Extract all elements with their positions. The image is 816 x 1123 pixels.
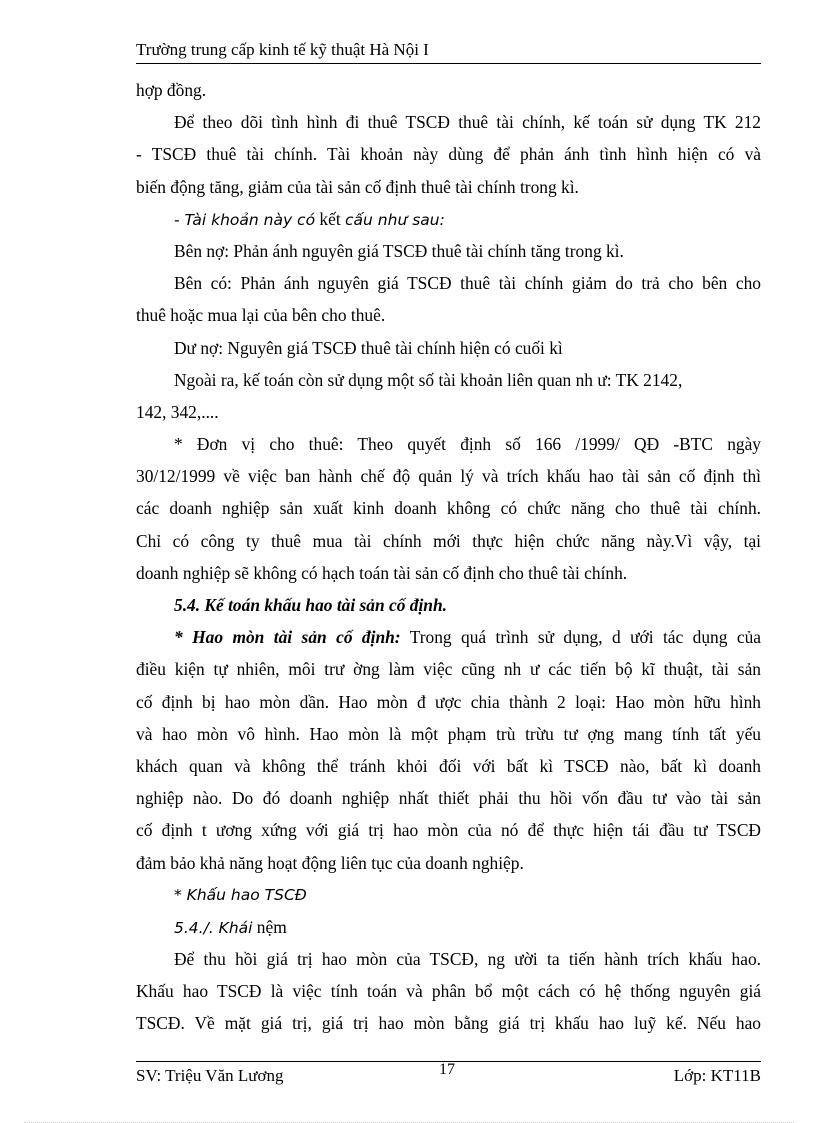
text-line: nghiệp nào. Do đó doanh nghiệp nhất thiết phải thu hồi vốn đầu tư vào tài sản <box>136 788 761 809</box>
italic-text: cấu như sau: <box>345 210 445 229</box>
section-heading: 5.4. Kế toán khấu hao tài sản cố định. <box>174 595 448 615</box>
text-line: Chỉ có công ty thuê mua tài chính mới thực hiện chức năng này.Vì vậy, tại <box>136 530 761 551</box>
text-line: doanh nghiệp sẽ không có hạch toán tài sản cố định cho thuê tài chính. <box>136 562 628 583</box>
student-name: SV: Triệu Văn Lương <box>136 1066 284 1085</box>
text-line <box>136 911 761 943</box>
text-line: 142, 342,.... <box>136 401 219 422</box>
text-line: cố định bị hao mòn dần. Hao mòn đ ược chia thành 2 loại: Hao mòn hữu hình <box>136 691 761 712</box>
text-line: biến động tăng, giảm của tài sản cố định thuê tài chính trong kì. <box>136 176 579 197</box>
text-line: các doanh nghiệp sản xuất kinh doanh không có chức năng cho thuê tài chính. <box>136 498 761 519</box>
page-header: Trường trung cấp kinh tế kỹ thuật Hà Nội I <box>136 40 429 59</box>
text-line: Dư nợ: Nguyên giá TSCĐ thuê tài chính hiện có cuối kì <box>174 337 563 358</box>
text-line <box>136 621 761 653</box>
italic-text: * Khấu hao TSCĐ <box>174 885 307 904</box>
text-line: TSCĐ. Về mặt giá trị, giá trị hao mòn bằng giá trị khấu hao luỹ kế. Nếu hao <box>136 1013 761 1034</box>
text-line: hợp đồng. <box>136 80 207 100</box>
page-number: 17 <box>439 1061 455 1078</box>
text-line: điều kiện tự nhiên, môi trư ờng làm việc cũng nh ư các tiến bộ kĩ thuật, tài sản <box>136 659 761 680</box>
text-line: đảm bảo khả năng hoạt động liên tục của doanh nghiệp. <box>136 852 524 873</box>
text-line: Để theo dõi tình hình đi thuê TSCĐ thuê tài chính, kế toán sử dụng TK 212 <box>174 112 761 133</box>
text-line: thuê hoặc mua lại của bên cho thuê. <box>136 305 386 326</box>
page-footer <box>136 1061 761 1090</box>
text-line: * Đơn vị cho thuê: Theo quyết định số 166 /1999/ QĐ -BTC ngày <box>174 434 761 455</box>
text-line: - TSCĐ thuê tài chính. Tài khoản này dùng để phản ánh tình hình hiện có và <box>136 144 761 165</box>
text-line: Ngoài ra, kế toán còn sử dụng một số tài khoản liên quan nh ư: TK 2142, <box>174 369 683 390</box>
text-line: khách quan và không thể tránh khỏi đối với bất kì TSCĐ nào, bất kì doanh <box>136 755 761 776</box>
document-body <box>136 74 761 1040</box>
text-line: Bên nợ: Phản ánh nguyên giá TSCĐ thuê tài chính tăng trong kì. <box>174 240 624 261</box>
text-line: Để thu hồi giá trị hao mòn của TSCĐ, ng ười ta tiến hành trích khấu hao. <box>174 949 761 970</box>
text-line: và hao mòn vô hình. Hao mòn là một phạm trù trừu tư ợng mang tính tất yếu <box>136 723 761 744</box>
header-divider <box>136 63 761 64</box>
text-line: 30/12/1999 về việc ban hành chế độ quản lý và trích khấu hao tài sản cố định thì <box>136 466 761 487</box>
italic-text: - Tài khoản này có <box>174 210 316 229</box>
text-span: Trong quá trình sử dụng, d ưới tác dụng của <box>400 627 761 648</box>
text-line: Khấu hao TSCĐ là việc tính toán và phân bổ một cách có hệ thống nguyên giá <box>136 981 761 1002</box>
italic-text: 5.4./. Khái <box>174 918 253 937</box>
text-line <box>136 203 761 235</box>
class-label: Lớp: KT11B <box>673 1066 761 1085</box>
text-span: nệm <box>252 916 287 937</box>
bold-italic-text: * Hao mòn tài sản cố định: <box>174 627 401 648</box>
text-span: kết <box>319 208 341 229</box>
text-line: Bên có: Phản ánh nguyên giá TSCĐ thuê tài chính giảm do trả cho bên cho <box>174 273 761 294</box>
text-line: cố định t ương xứng với giá trị hao mòn của nó để thực hiện tái đầu tư TSCĐ <box>136 820 761 841</box>
